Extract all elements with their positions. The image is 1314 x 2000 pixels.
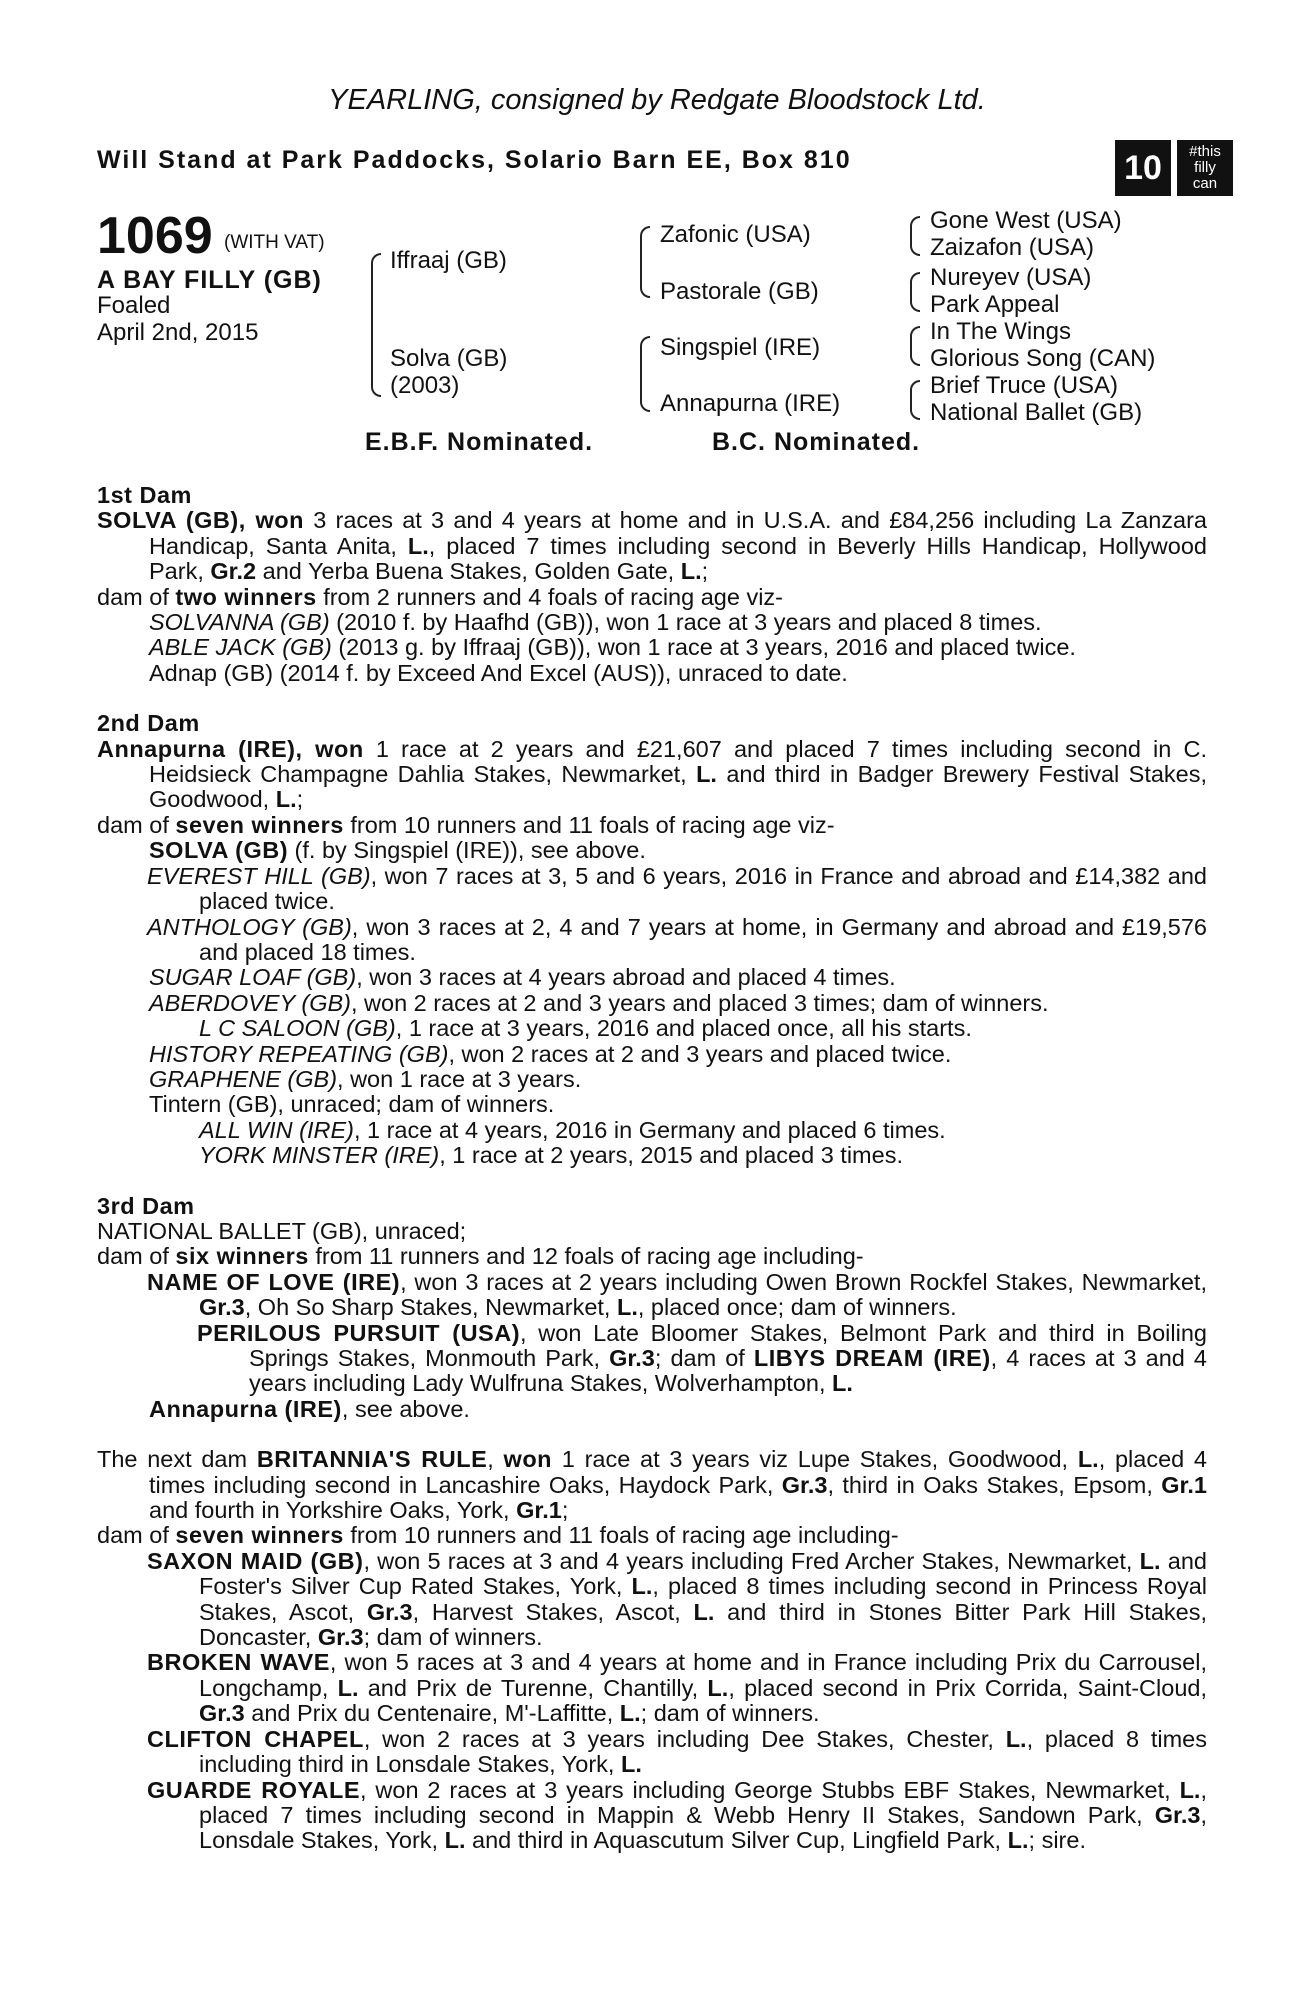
progeny-graphene: GRAPHENE (GB), won 1 race at 3 years.: [149, 1065, 582, 1092]
filly-badge: [1115, 140, 1233, 196]
second-dam-heading: 2nd Dam: [97, 710, 200, 737]
dam-parents-brace: [640, 336, 650, 412]
gen3-1: Gone West (USA): [930, 207, 1122, 234]
gen3-brace-4: [910, 380, 920, 420]
third-dam-heading: 3rd Dam: [97, 1192, 195, 1219]
dam-dam: Annapurna (IRE): [660, 390, 841, 417]
offspring-adnap: Adnap (GB) (2014 f. by Exceed And Excel (AUS)), unraced to date.: [149, 659, 848, 686]
progeny-aberdovey: ABERDOVEY (GB), won 2 races at 2 and 3 years and placed 3 times; dam of winners.: [149, 989, 1049, 1016]
badge-text-3: can: [1192, 175, 1218, 192]
dam-year: (2003): [390, 372, 460, 399]
bc-nominated: B.C. Nominated.: [712, 428, 921, 456]
grandprogeny-york-minster: YORK MINSTER (IRE), 1 race at 2 years, 2015 and placed 3 times.: [199, 1142, 903, 1169]
foaled-date: April 2nd, 2015: [97, 319, 259, 346]
gen3-4: Park Appeal: [930, 291, 1060, 318]
gen3-2: Zaizafon (USA): [930, 234, 1095, 261]
stand-location: Will Stand at Park Paddocks, Solario Barn EE, Box 810: [97, 146, 852, 174]
gen3-6: Glorious Song (CAN): [930, 345, 1156, 372]
gen3-3: Nureyev (USA): [930, 264, 1092, 291]
badge-number: 10: [1124, 148, 1162, 187]
dam: Solva (GB): [390, 345, 508, 372]
foaled-label: Foaled: [97, 292, 171, 319]
progeny-anthology: ANTHOLOGY (GB), won 3 races at 2, 4 and 7 years at home, in Germany and abroad and £19,576 and placed 18 times.: [147, 913, 1208, 965]
progeny-solva: SOLVA (GB) (f. by Singspiel (IRE)), see above.: [149, 837, 646, 864]
second-dam-produce: dam of seven winners from 10 runners and 11 foals of racing age viz-: [97, 811, 835, 838]
first-dam-heading: 1st Dam: [97, 482, 192, 508]
badge-text-1: #this: [1189, 143, 1221, 160]
next-dam-produce: dam of seven winners from 10 runners and 11 foals of racing age including-: [97, 1522, 899, 1549]
pedigree-notes: [97, 483, 1207, 1854]
gen3-brace-2: [910, 272, 920, 312]
progeny-tintern: Tintern (GB), unraced; dam of winners.: [149, 1091, 555, 1118]
sire-sire: Zafonic (USA): [660, 221, 811, 248]
progeny-clifton-chapel: CLIFTON CHAPEL, won 2 races at 3 years including Dee Stakes, Chester, L., placed 8 times including third in Lonsdale Stakes, York, L.: [147, 1725, 1207, 1778]
progeny-everest-hill: EVEREST HILL (GB), won 7 races at 3, 5 and 6 years, 2016 in France and abroad and £14,382 and placed twice.: [147, 862, 1207, 915]
ten-logo: [1115, 140, 1171, 196]
second-dam-record: Annapurna (IRE), won 1 race at 2 years and £21,607 and placed 7 times including second in C. Heidsieck Champagne Dahlia Stakes, Newmarket, L. and third in Badger Brewery Festival Stakes, Goodwood, L.;: [97, 735, 1208, 813]
offspring-able-jack: ABLE JACK (GB) (2013 g. by Iffraaj (GB)), won 1 race at 3 years, 2016 and placed twice.: [149, 634, 1076, 661]
progeny-name-of-love: NAME OF LOVE (IRE), won 3 races at 2 years including Owen Brown Rockfel Stakes, Newmarket, Gr.3, Oh So Sharp Stakes, Newmarket, L., placed once; dam of winners.: [147, 1268, 1207, 1321]
grandprogeny-all-win: ALL WIN (IRE), 1 race at 4 years, 2016 in Germany and placed 6 times.: [199, 1116, 946, 1143]
third-dam-record: NATIONAL BALLET (GB), unraced;: [97, 1217, 467, 1244]
lot-number: 1069: [97, 207, 213, 265]
grandprogeny-lc-saloon: L C SALOON (GB), 1 race at 3 years, 2016 and placed once, all his starts.: [199, 1015, 972, 1042]
sire: Iffraaj (GB): [390, 247, 507, 274]
progeny-annapurna: Annapurna (IRE), see above.: [149, 1395, 470, 1422]
progeny-broken-wave: BROKEN WAVE, won 5 races at 3 and 4 years at home and in France including Prix du Carrousel, Longchamp, L. and Prix de Turenne, Chantilly, L., placed second in Prix Corrida, Saint-Cloud, Gr.3 and Prix du Centenaire, M'-Laffitte, L.; dam of winners.: [147, 1649, 1208, 1727]
progeny-saxon-maid: SAXON MAID (GB), won 5 races at 3 and 4 years including Fred Archer Stakes, Newmarket, L. and Foster's Silver Cup Rated Stakes, York, L., placed 8 times including second in Princess Royal Stakes, Ascot, Gr.3, Harvest Stakes, Ascot, L. and third in Stones Bitter Park Hill Stakes, Doncaster, Gr.3; dam of winners.: [147, 1547, 1207, 1651]
offspring-solvanna: SOLVANNA (GB) (2010 f. by Haafhd (GB)), won 1 race at 3 years and placed 8 times.: [149, 609, 1042, 636]
next-dam-record: The next dam BRITANNIA'S RULE, won 1 race at 3 years viz Lupe Stakes, Goodwood, L., placed 4 times including second in Lancashire Oaks, Haydock Park, Gr.3, third in Oaks Stakes, Epsom, Gr.1 and fourth in Yorkshire Oaks, York, Gr.1;: [97, 1446, 1208, 1524]
consignor-line: YEARLING, consigned by Redgate Bloodstock Ltd.: [328, 84, 986, 116]
horse-name: A BAY FILLY (GB): [97, 266, 322, 294]
first-dam-record: SOLVA (GB), won 3 races at 3 and 4 years at home and in U.S.A. and £84,256 including La Zanzara Handicap, Santa Anita, L., placed 7 times including second in Beverly Hills Handicap, Hollywood Park, Gr.2 and Yerba Buena Stakes, Golden Gate, L.;: [97, 507, 1207, 585]
gen3-8: National Ballet (GB): [930, 399, 1143, 426]
sire-dam: Pastorale (GB): [660, 278, 819, 305]
progeny-guarde-royale: GUARDE ROYALE, won 2 races at 3 years including George Stubbs EBF Stakes, Newmarket, L., placed 7 times including second in Mappin & Webb Henry II Stakes, Sandown Park, Gr.3, Lonsdale Stakes, York, L. and third in Aquascutum Silver Cup, Lingfield Park, L.; sire.: [147, 1776, 1207, 1854]
progeny-sugar-loaf: SUGAR LOAF (GB), won 3 races at 4 years abroad and placed 4 times.: [149, 964, 896, 991]
vat-label: (WITH VAT): [224, 232, 325, 253]
grandprogeny-perilous-pursuit: PERILOUS PURSUIT (USA), won Late Bloomer Stakes, Belmont Park and third in Boiling Springs Stakes, Monmouth Park, Gr.3; dam of LIBYS DREAM (IRE), 4 races at 3 and 4 years including Lady Wulfruna Stakes, Wolverhampton, L.: [197, 1319, 1207, 1397]
third-dam-produce: dam of six winners from 11 runners and 12 foals of racing age including-: [97, 1243, 864, 1270]
gen3-7: Brief Truce (USA): [930, 372, 1119, 399]
gen3-5: In The Wings: [930, 318, 1071, 345]
ebf-nominated: E.B.F. Nominated.: [365, 428, 594, 456]
badge-text-2: filly: [1194, 159, 1216, 176]
sire-dam-brace: [371, 253, 381, 397]
sire-parents-brace: [640, 226, 650, 298]
gen3-brace-1: [910, 216, 920, 256]
gen3-brace-3: [910, 326, 920, 366]
dam-sire: Singspiel (IRE): [660, 334, 821, 361]
this-filly-can-logo: [1177, 140, 1233, 196]
first-dam-produce: dam of two winners from 2 runners and 4 foals of racing age viz-: [97, 583, 783, 610]
progeny-history-repeating: HISTORY REPEATING (GB), won 2 races at 2 and 3 years and placed twice.: [149, 1040, 952, 1067]
